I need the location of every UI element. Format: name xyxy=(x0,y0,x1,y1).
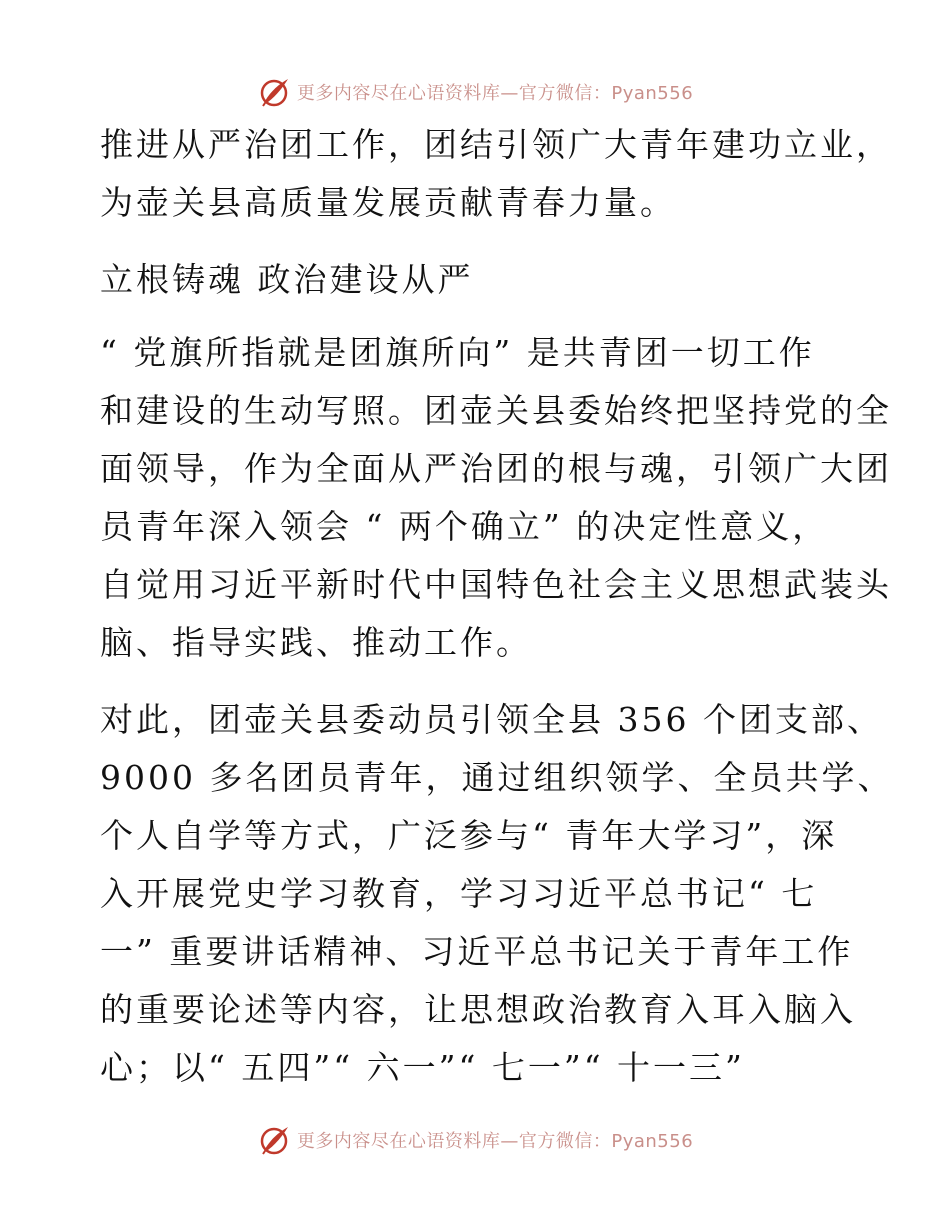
text-line: 为壶关县高质量发展贡献青春力量。 xyxy=(100,183,676,222)
quill-logo-icon xyxy=(257,75,291,109)
header-banner xyxy=(0,72,950,112)
text-line: 的重要论述等内容，让思想政治教育入耳入脑入 xyxy=(100,990,856,1029)
text-line: 和建设的生动写照。团壶关县委始终把坚持党的全 xyxy=(100,391,892,430)
section-heading: 立根铸魂 政治建设从严 xyxy=(100,260,474,299)
text-line: 面领导，作为全面从严治团的根与魂，引领广大团 xyxy=(100,449,892,488)
text-line: 入开展党史学习教育，学习习近平总书记“ 七 xyxy=(100,874,818,913)
text-line: 自觉用习近平新时代中国特色社会主义思想武装头 xyxy=(100,565,892,604)
text-line: 对此，团壶关县委动员引领全县 356 个团支部、 xyxy=(100,700,883,739)
footer-banner-text: 更多内容尽在心语资料库—官方微信：Pyan556 xyxy=(296,1131,694,1152)
text-line: 个人自学等方式，广泛参与“ 青年大学习”，深 xyxy=(100,816,838,855)
footer-banner xyxy=(0,1120,950,1160)
text-line: 心；以“ 五四”“ 六一”“ 七一”“ 十一三” xyxy=(100,1048,745,1087)
text-line: “ 党旗所指就是团旗所向” 是共青团一切工作 xyxy=(100,333,815,372)
text-line: 推进从严治团工作，团结引领广大青年建功立业， xyxy=(100,125,892,164)
text-line: 9000 多名团员青年，通过组织领学、全员共学、 xyxy=(100,758,894,797)
header-banner-text: 更多内容尽在心语资料库—官方微信：Pyan556 xyxy=(296,83,694,104)
text-line: 脑、指导实践、推动工作。 xyxy=(100,623,532,662)
text-line: 一” 重要讲话精神、习近平总书记关于青年工作 xyxy=(100,932,854,971)
quill-logo-icon xyxy=(257,1123,291,1157)
text-line: 员青年深入领会 “ 两个确立” 的决定性意义， xyxy=(100,507,829,546)
